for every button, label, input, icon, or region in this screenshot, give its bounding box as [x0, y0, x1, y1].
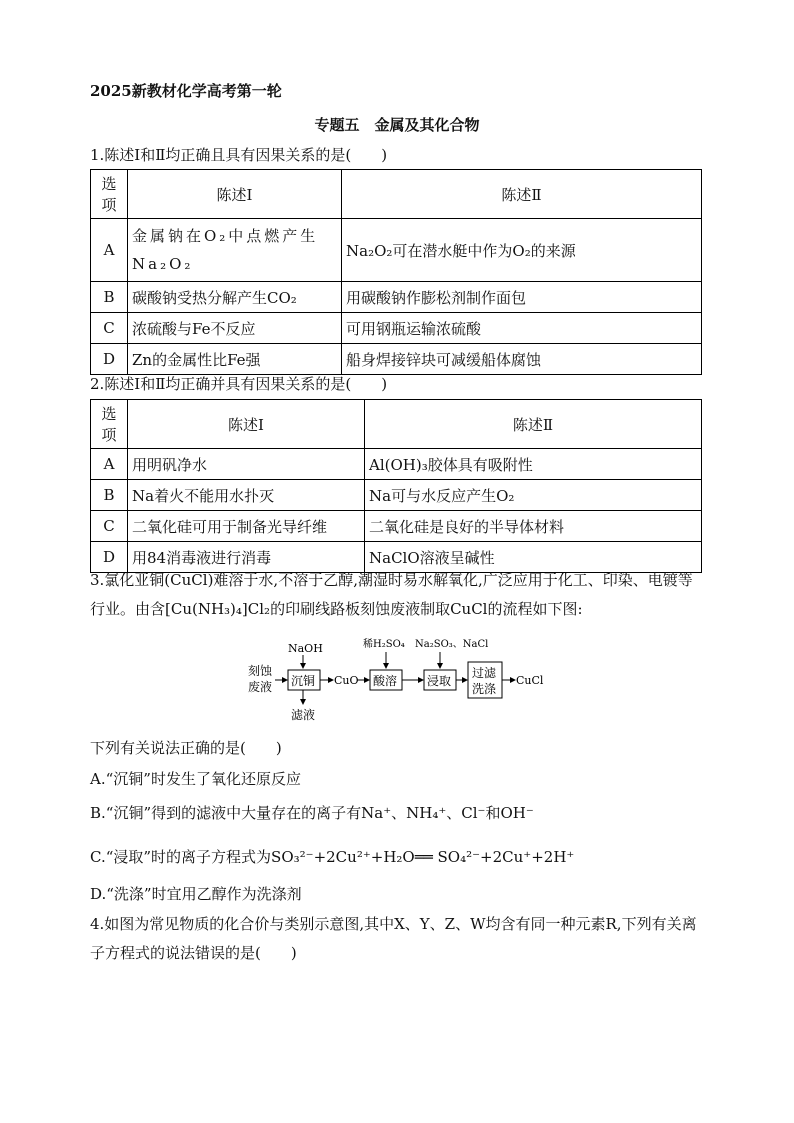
q3-stem: 3.氯化亚铜(CuCl)难溶于水,不溶于乙醇,潮湿时易水解氧化,广泛应用于化工、印染、电镀等行业。由含[Cu(NH₃)₄]Cl₂的印刷线路板刻蚀废液制取CuCl的流程如下图:	[90, 571, 693, 618]
flow-step3: 浸取	[427, 674, 452, 688]
statement1-cell: 用84消毒液进行消毒	[128, 542, 365, 573]
q2-header-option: 选项	[91, 400, 128, 449]
statement1-cell: Na着火不能用水扑灭	[128, 480, 365, 511]
option-cell: D	[91, 344, 128, 375]
option-cell: B	[91, 480, 128, 511]
statement2-cell: NaClO溶液呈碱性	[365, 542, 702, 573]
q4-stem: 4.如图为常见物质的化合价与类别示意图,其中X、Y、Z、W均含有同一种元素R,下列有关离子方程式的说法错误的是( )	[90, 915, 697, 962]
flow-step4-line1: 过滤	[472, 666, 497, 680]
table-row	[91, 282, 702, 313]
flow-step4-line2: 洗涤	[472, 682, 497, 696]
statement1-cell: 金属钠在O₂中点燃产生Na₂O₂	[128, 219, 342, 282]
statement1-cell: 碳酸钠受热分解产生CO₂	[128, 282, 342, 313]
doc-header: 2025新教材化学高考第一轮	[90, 82, 282, 100]
option-cell: C	[91, 313, 128, 344]
table-row	[91, 449, 702, 480]
option-cell: A	[91, 219, 128, 282]
q3-ask: 下列有关说法正确的是( )	[90, 739, 282, 757]
table-row	[91, 480, 702, 511]
flow-filtrate: 滤液	[291, 708, 316, 722]
flow-acid: 稀H₂SO₄	[363, 639, 405, 650]
statement1-cell: Zn的金属性比Fe强	[128, 344, 342, 375]
statement2-cell: 用碳酸钠作膨松剂制作面包	[342, 282, 702, 313]
statement1-cell: 二氧化硅可用于制备光导纤维	[128, 511, 365, 542]
q1-stem: 1.陈述Ⅰ和Ⅱ均正确且具有因果关系的是( )	[90, 146, 388, 164]
flow-input-line2: 废液	[248, 680, 273, 694]
statement2-cell: Na可与水反应产生O₂	[365, 480, 702, 511]
option-cell: A	[91, 449, 128, 480]
table-row	[91, 313, 702, 344]
q2-table	[90, 399, 702, 573]
flow-cuo: CuO	[334, 674, 359, 687]
statement2-cell: 船身焊接锌块可减缓船体腐蚀	[342, 344, 702, 375]
q2-header-s1: 陈述Ⅰ	[128, 400, 365, 449]
table-row	[91, 344, 702, 375]
option-cell: B	[91, 282, 128, 313]
option-cell: C	[91, 511, 128, 542]
flow-reagents: Na₂SO₃、NaCl	[415, 639, 489, 650]
statement2-cell: 可用钢瓶运输浓硫酸	[342, 313, 702, 344]
q1-header-s2: 陈述Ⅱ	[342, 170, 702, 219]
statement1-cell: 浓硫酸与Fe不反应	[128, 313, 342, 344]
process-flow-diagram	[245, 632, 555, 727]
q1-header-option: 选项	[91, 170, 128, 219]
flow-input-line1: 刻蚀	[248, 664, 273, 678]
q1-table	[90, 169, 702, 375]
flow-step2: 酸溶	[373, 674, 398, 688]
q1-header-s1: 陈述Ⅰ	[128, 170, 342, 219]
q3-option-c: C.“浸取”时的离子方程式为SO₃²⁻+2Cu²⁺+H₂O══ SO₄²⁻+2Cu⁺+2H⁺	[90, 848, 575, 866]
option-cell: D	[91, 542, 128, 573]
q3-option-d: D.“洗涤”时宜用乙醇作为洗涤剂	[90, 885, 302, 903]
table-row	[91, 219, 702, 282]
q3-option-a: A.“沉铜”时发生了氧化还原反应	[90, 770, 301, 788]
statement2-cell: Al(OH)₃胶体具有吸附性	[365, 449, 702, 480]
flow-product: CuCl	[516, 674, 544, 687]
table-row	[91, 511, 702, 542]
q2-header-s2: 陈述Ⅱ	[365, 400, 702, 449]
statement1-cell: 用明矾净水	[128, 449, 365, 480]
q2-stem: 2.陈述Ⅰ和Ⅱ均正确并具有因果关系的是( )	[90, 375, 388, 393]
statement2-cell: 二氧化硅是良好的半导体材料	[365, 511, 702, 542]
flow-naoh: NaOH	[288, 642, 323, 655]
flow-step1: 沉铜	[291, 674, 316, 688]
statement2-cell: Na₂O₂可在潜水艇中作为O₂的来源	[342, 219, 702, 282]
q3-option-b: B.“沉铜”得到的滤液中大量存在的离子有Na⁺、NH₄⁺、Cl⁻和OH⁻	[90, 804, 534, 822]
topic-title: 专题五 金属及其化合物	[314, 116, 480, 134]
